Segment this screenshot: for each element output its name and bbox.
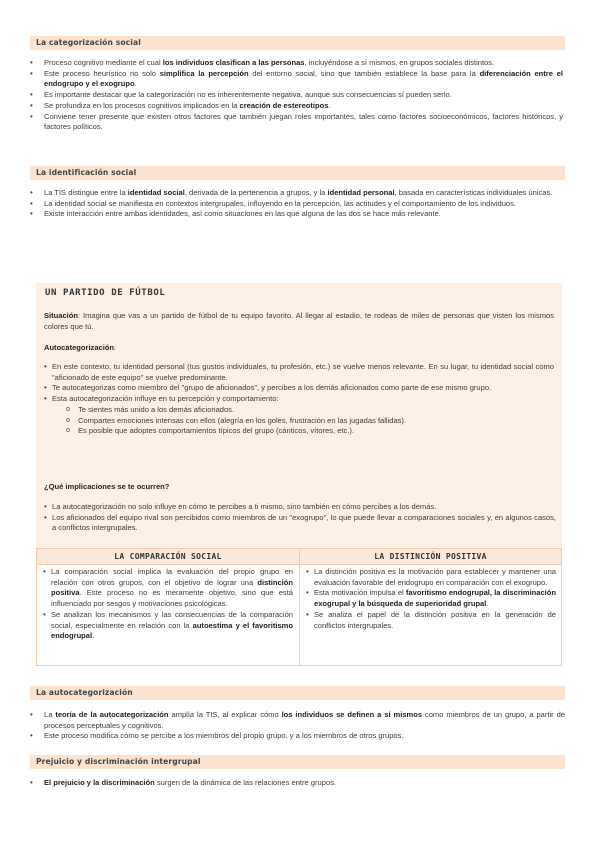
selfcat-list xyxy=(30,710,565,742)
list-item: • La autocategorización no solo influye en cómo te percibes a ti mismo, sino también en cómo percibes a los demás. xyxy=(44,502,556,513)
distinction-list xyxy=(306,567,556,631)
list-item: • El prejuicio y la discriminación surgen de la dinámica de las relaciones entre grupos. xyxy=(30,778,565,789)
list-item: • Es importante destacar que la categorización no es inherentemente negativa, aunque sus consecuencias sí pueden serlo. xyxy=(30,90,563,101)
table-header-comparison: LA COMPARACIÓN SOCIAL xyxy=(37,549,299,565)
categorization-list xyxy=(30,58,563,133)
list-item: • Este proceso heurístico no solo simplifica la percepción del entorno social, sino que también establece la base para la diferenciación entre el endogrupo y el exogrupo. xyxy=(30,69,563,90)
list-item: • Este proceso modifica cómo se percibe a los miembros del propio grupo, y a los miembros de otros grupos. xyxy=(30,731,565,742)
list-item: • Conviene tener presente que existen otros factores que también juegan roles importantes, tales como factores socioeconómicos, factores históricos, y factores políticos. xyxy=(30,112,563,133)
section-header-identification: La identificación social xyxy=(30,166,565,180)
autocat-sublist xyxy=(52,405,554,437)
list-item: • Esta motivación impulsa el favoritismo endogrupal, la discriminación exogrupal y la búsqueda de superioridad grupal. xyxy=(306,588,556,609)
situation-paragraph: Situación: Imagina que vas a un partido de fútbol de tu equipo favorito. Al llegar al estadio, te rodeas de miles de personas que visten los mismos colores que tú. xyxy=(44,311,554,331)
question-list xyxy=(44,502,556,534)
list-item: • Se analiza el papel de la distinción positiva en la generación de conflictos intergrupales. xyxy=(306,610,556,631)
list-item: • En este contexto, tu identidad personal (tus gustos individuales, tu profesión, etc.) se vuelve menos relevante. En su lugar, tu identidad social como "aficionado de este equipo" se vuelve predominante. xyxy=(44,362,554,383)
section-header-prejudice: Prejuicio y discriminación intergrupal xyxy=(30,755,565,769)
section-header-selfcat: La autocategorización xyxy=(30,686,565,700)
comparison-table xyxy=(36,548,562,666)
table-header-distinction: LA DISTINCIÓN POSITIVA xyxy=(300,549,561,565)
list-item: • Te autocategorizas como miembro del "grupo de aficionados", y percibes a los demás aficionados como parte de ese mismo grupo. xyxy=(44,383,554,394)
sublist-item: o Compartes emociones intensas con ellos (alegría en los goles, frustración en las jugadas fallidas). xyxy=(52,416,554,427)
list-item: • La identidad social se manifiesta en contextos intergrupales, influyendo en la percepción, las actitudes y el comportamiento de los individuos. xyxy=(30,199,563,210)
comparison-list xyxy=(43,567,293,642)
sublist-item: o Te sientes más unido a los demás aficionados. xyxy=(52,405,554,416)
prejudice-list xyxy=(30,778,565,789)
section-header-categorization: La categorización social xyxy=(30,36,565,50)
list-item: • La TIS distingue entre la identidad social, derivada de la pertenencia a grupos, y la identidad personal, basada en características individuales únicas. xyxy=(30,188,563,199)
autocat-list xyxy=(44,362,554,437)
autocat-heading: Autocategorización: xyxy=(44,343,117,352)
list-item: • Esta autocategorización influye en tu percepción y comportamiento: o Te sientes más unido a los demás aficionados. o Compartes emociones intensas con ellos (alegría en los goles, frustración en las jugadas fallidas). o Es posible que adoptes comportamientos típicos del grupo (cánticos, vítores, etc.). xyxy=(44,394,554,437)
list-item: • Proceso cognitivo mediante el cual los individuos clasifican a las personas, incluyéndose a sí mismos, en grupos sociales distintos. xyxy=(30,58,563,69)
sublist-item: o Es posible que adoptes comportamientos típicos del grupo (cánticos, vítores, etc.). xyxy=(52,426,554,437)
list-item: • Existe interacción entre ambas identidades, así como situaciones en las que alguna de las dos se hace más relevante. xyxy=(30,209,563,220)
list-item: • La comparación social implica la evaluación del propio grupo en relación con otros grupos, con el objetivo de lograr una distinción positiva. Este proceso no es meramente objetivo, sino que está influenciado por sesgos y motivaciones psicológicas. xyxy=(43,567,293,610)
list-item: • La distinción positiva es la motivación para establecer y mantener una evaluación favorable del endogrupo en comparación con el exogrupo. xyxy=(306,567,556,588)
example-box-title: UN PARTIDO DE FÚTBOL xyxy=(45,288,166,298)
identification-list xyxy=(30,188,563,220)
list-item: • Los aficionados del equipo rival son percibidos como miembros de un "exogrupo", lo que puede llevar a comparaciones sociales y, en algunos casos, a conflictos intergrupales. xyxy=(44,513,556,534)
list-item: • Se analizan los mecanismos y las consecuencias de la comparación social, especialmente en relación con la autoestima y el favoritismo endogrupal. xyxy=(43,610,293,642)
question-heading: ¿Qué implicaciones se te ocurren? xyxy=(44,482,170,491)
list-item: • La teoría de la autocategorización amplía la TIS, al explicar cómo los individuos se definen a sí mismos como miembros de un grupo, a partir de procesos perceptuales y cognitivos. xyxy=(30,710,565,731)
list-item: • Se profundiza en los procesos cognitivos implicados en la creación de estereotipos. xyxy=(30,101,563,112)
table-divider xyxy=(299,549,300,665)
